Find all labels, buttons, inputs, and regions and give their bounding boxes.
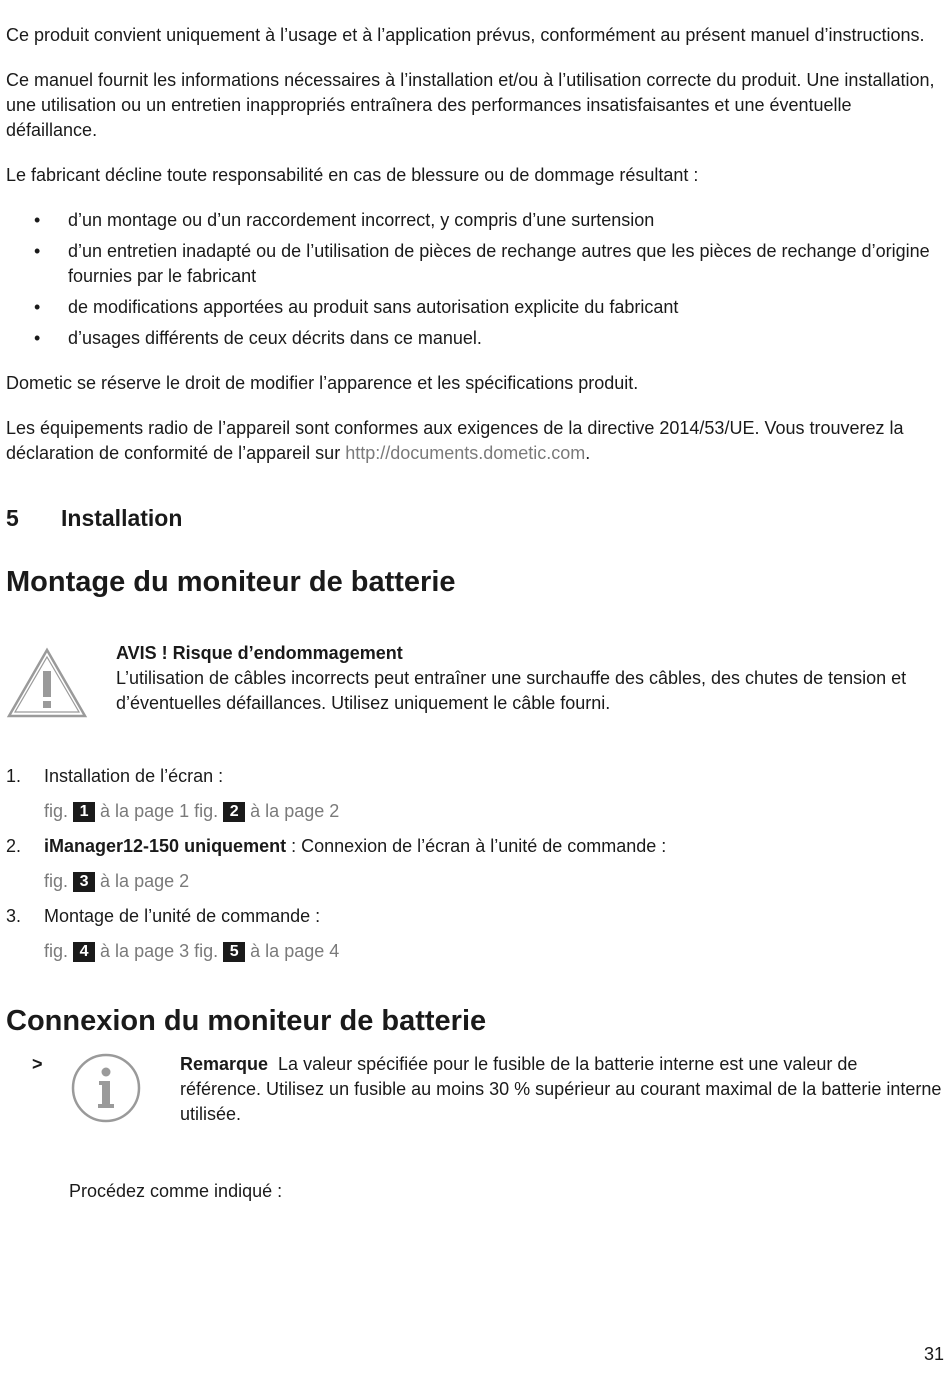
arrow-marker: > (32, 1054, 43, 1074)
figure-reference: fig. 4 à la page 3 fig. 5 à la page 4 (44, 941, 340, 961)
documents-link[interactable]: http://documents.dometic.com (345, 443, 586, 463)
connect-heading: Connexion du moniteur de batterie (6, 1005, 487, 1037)
page-number: 31 (923, 1344, 944, 1364)
notice-box (6, 641, 942, 726)
document-page (6, 23, 942, 1204)
bullet-icon: • (34, 297, 41, 317)
warning-triangle-icon (6, 647, 88, 719)
list-item: • d’un montage ou d’un raccordement incorrect, y compris d’une surtension (6, 208, 942, 233)
notice-title: AVIS ! Risque d’endommagement (116, 643, 403, 663)
step-item: 1. Installation de l’écran : (6, 766, 224, 786)
procedure-intro: Procédez comme indiqué : (69, 1181, 283, 1201)
section-heading (6, 506, 942, 531)
figure-number-badge[interactable]: 1 (73, 802, 95, 822)
bullet-icon: • (34, 328, 41, 348)
liability-list (6, 208, 942, 351)
bullet-icon: • (34, 241, 41, 261)
remark-box (6, 1052, 942, 1131)
intro-paragraph-3: Le fabricant décline toute responsabilité en cas de blessure ou de dommage résultant : (6, 165, 699, 185)
figure-number-badge[interactable]: 3 (73, 872, 95, 892)
figure-reference: fig. 1 à la page 1 fig. 2 à la page 2 (44, 801, 340, 821)
step-item: 3. Montage de l’unité de commande : (6, 906, 321, 926)
remark-title: Remarque (180, 1054, 269, 1074)
figure-number-badge[interactable]: 2 (223, 802, 245, 822)
list-item: • de modifications apportées au produit sans autorisation explicite du fabricant (6, 295, 942, 320)
remark-text: Remarque La valeur spécifiée pour le fusible de la batterie interne est une valeur de référence. Utilisez un fusible au moins 30 % supérieur au courant maximal de la batterie interne utilisée. (180, 1054, 942, 1124)
intro-paragraph-4: Dometic se réserve le droit de modifier l’apparence et les spécifications produit. (6, 373, 639, 393)
mount-heading: Montage du moniteur de batterie (6, 566, 456, 598)
list-item: • d’un entretien inadapté ou de l’utilisation de pièces de rechange autres que les pièces de rechange d’origine fournies par le fabricant (34, 241, 930, 286)
notice-text: L’utilisation de câbles incorrects peut entraîner une surchauffe des câbles, des chutes de tension et d’éventuelles défaillances. Utilisez uniquement le câble fourni. (116, 668, 907, 713)
bullet-icon: • (34, 210, 41, 230)
mount-steps (6, 764, 942, 964)
figure-reference: fig. 3 à la page 2 (44, 871, 190, 891)
intro-paragraph-1: Ce produit convient uniquement à l’usage et à l’application prévus, conformément au présent manuel d’instructions. (6, 25, 925, 45)
intro-paragraph-2: Ce manuel fournit les informations nécessaires à l’installation et/ou à l’utilisation correcte du produit. Une installation, une utilisation ou un entretien inappropriés entraînera des performances insatisfaisantes et une éventuelle défaillance. (6, 70, 935, 140)
step-item: 2. iManager12-150 uniquement : Connexion de l’écran à l’unité de commande : (6, 836, 667, 856)
list-item: • d’usages différents de ceux décrits dans ce manuel. (6, 326, 942, 351)
intro-paragraph-5: Les équipements radio de l’appareil sont conformes aux exigences de la directive 2014/53/UE. Vous trouverez la déclaration de conformité de l’appareil sur http://documents.dometic.com. (6, 418, 904, 463)
figure-number-badge[interactable]: 5 (223, 942, 245, 962)
figure-number-badge[interactable]: 4 (73, 942, 95, 962)
info-circle-icon (70, 1052, 142, 1124)
section-number: 5 (6, 505, 19, 531)
section-title: Installation (61, 505, 183, 531)
